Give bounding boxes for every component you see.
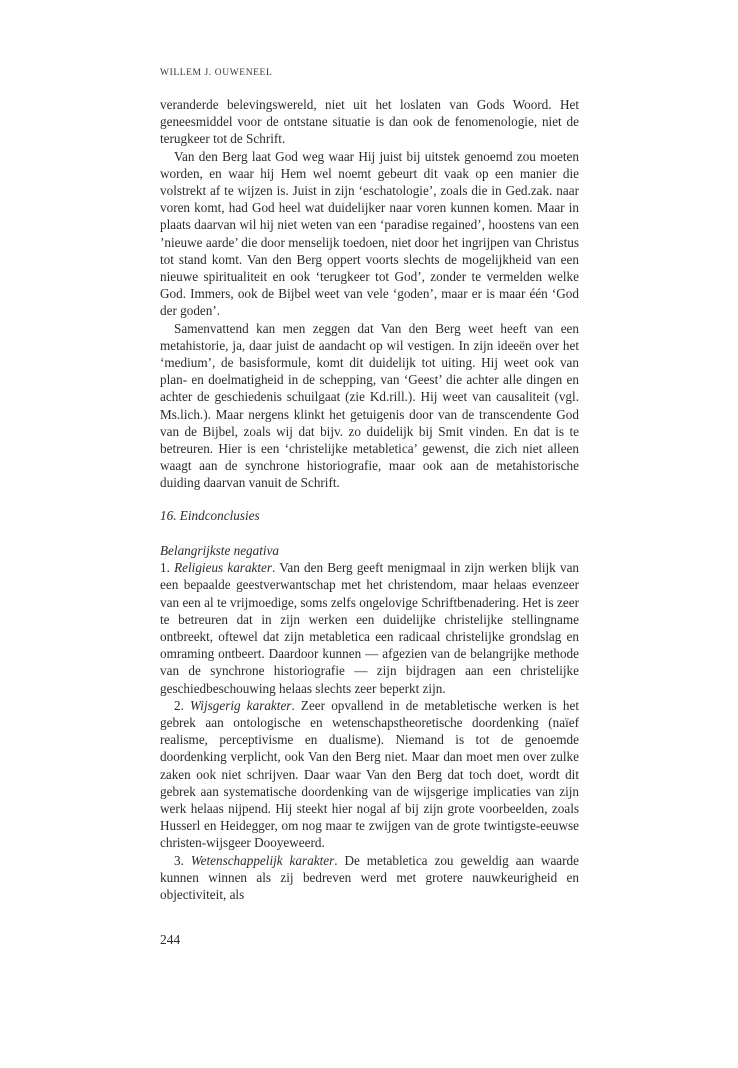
item-2 — [160, 697, 579, 852]
subheading: Belangrijkste negativa — [160, 543, 280, 558]
paragraph-1: veranderde belevingswereld, niet uit het loslaten van Gods Woord. Het geneesmiddel voor de ontstane situatie is dan ook de fenomenologie, niet de terugkeer tot de Schrift. — [160, 97, 579, 147]
item-1-number: 1. — [160, 560, 175, 576]
body-text-top — [160, 96, 579, 492]
item-3 — [160, 852, 579, 904]
item-1 — [160, 559, 579, 697]
item-3-title: Wetenschappelijk karakter — [190, 852, 335, 868]
paragraph-2: Van den Berg laat God weg waar Hij juist bij uitstek genoemd zou moeten worden, en waar hij Hem wel noemt gebeurt dit vaak op een manier die volstrekt af te wijzen is. Juist in zijn ‘eschatologie’, zoals die in Ged.zak. naar voren komt, had God heel wat duidelijker naar voren kunnen komen. Maar in plaats daarvan wil hij niet weten van een ‘paradise regained’, hoostens van een ’nieuwe aarde’ die door menselijk toedoen, niet door het ingrijpen van Christus tot stand komt. Van den Berg oppert voorts slechts de mogelijkheid van een nieuwe spiritualiteit en ook ‘terugkeer tot God’, zonder te vermelden welke God. Immers, ook de Bijbel weet van vele ‘goden’, maar er is maar één ‘God der goden’. — [160, 148, 579, 319]
body-text-bottom — [160, 542, 579, 903]
item-3-number: 3. — [174, 852, 191, 868]
item-1-text: . Van den Berg geeft menigmaal in zijn werken blijk van een bepaalde geestverwantschap met het christendom, maar helaas evenzeer van een al te vrijmoedige, soms zelfs ongelovige Schriftbenadering. Het is zeer te betreuren dat in zijn werken een duidelijke christelijke stellingname ontbreekt, oftewel dat zijn metabletica een radicaal christelijke grondslag en omraming ontbeert. Daardoor kunnen — afgezien van de belangrijke methode van de synchrone historiografie — zijn bijdragen aan een christelijke geschiedbeschouwing helaas slechts zeer beperkt zijn. — [160, 560, 580, 696]
paragraph-3: Samenvattend kan men zeggen dat Van den Berg weet heeft van een metahistorie, ja, daar juist de aandacht op wil vestigen. In zijn ideeën over het ‘medium’, de basisformule, komt dit duidelijk tot uiting. Hij weet ook van plan- en doelmatigheid in de schepping, van ‘Geest’ die achter alle dingen en achter de geschiedenis schuilgaat (zie Kd.rill.). Hij weet van causaliteit (vgl. Ms.lich.). Maar nergens klinkt het getuigenis door van de transcendente God van de Bijbel, zoals wij dat bijv. zo duidelijk bij Smit vinden. En dat is te betreuren. Hier is een ‘christelijke metabletica’ gewenst, die zich niet alleen waagt aan de synchrone historiografie, maar ook aan de metahistorische duiding daarvan vanuit de Schrift. — [160, 320, 579, 491]
item-2-text: . Zeer opvallend in de metabletische werken is het gebrek aan ontologische en wetenschapstheoretische doordenking (naïef realisme, perceptivisme en dualisme). Niemand is tot de genoemde doordenking verplicht, ook Van den Berg niet. Maar dan moet men over zulke zaken ook niet schrijven. Daar waar Van den Berg dat toch doet, wordt dit gebrek aan systematische doordenking van de wijsgerige implicaties van zijn werk helaas nijpend. Hij steekt hier nogal af bij zijn grote voorbeelden, zoals Husserl en Heidegger, om nog maar te zwijgen van de grote twintigste-eeuwse christen-wijsgeer Dooyeweerd. — [160, 697, 580, 851]
section-heading: 16. Eindconclusies — [160, 508, 260, 523]
item-3-text: . De metabletica zou geweldig aan waarde kunnen winnen als zij bedreven werd met grotere nauwkeurigheid en objectiviteit, als — [160, 852, 579, 903]
page-number: 244 — [160, 932, 181, 947]
running-head: WILLEM J. OUWENEEL — [160, 68, 273, 78]
item-1-title: Religieus karakter — [174, 560, 273, 576]
item-2-number: 2. — [174, 697, 191, 713]
item-2-title: Wijsgerig karakter — [190, 697, 292, 713]
